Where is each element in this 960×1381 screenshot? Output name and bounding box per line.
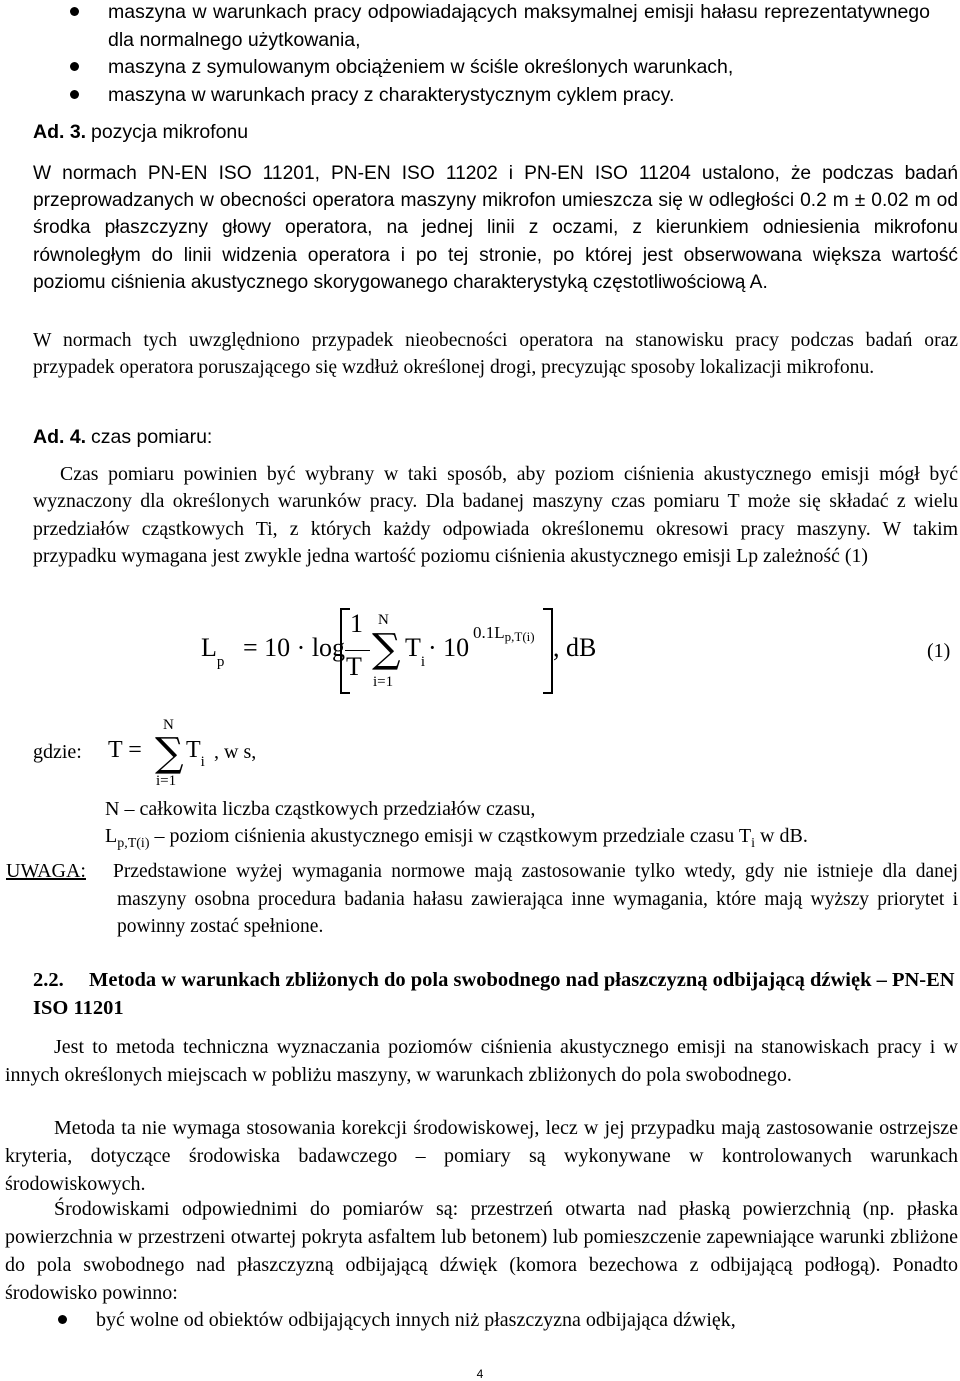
bullet-icon — [70, 7, 79, 16]
def-unit: w dB. — [755, 825, 808, 847]
section-number: 2.2. — [33, 969, 64, 991]
bullet-list-top — [70, 0, 930, 109]
bullet-icon — [70, 62, 79, 71]
heading-label: Ad. 4. — [33, 426, 87, 448]
eq-unit: , dB — [553, 633, 597, 662]
eq-exponent — [473, 623, 535, 643]
list-item-text: maszyna w warunkach pracy odpowiadających maksymalnej emisji hałasu reprezentatywnego dla normalnego użytkowania, — [108, 1, 930, 51]
bullet-icon — [70, 90, 79, 99]
eq-subscript: i — [420, 654, 426, 671]
heading-title: pozycja mikrofonu — [90, 121, 249, 143]
note-text: Przedstawione wyżej wymagania normowe mają zastosowanie tylko wtedy, gdy nie istnieje dla danej maszyny osobna procedura badania hałasu zawierająca inne wymagania, które mają wyższy priorytet i powinny zostać spełnione. — [113, 861, 958, 938]
equation-number: (1) — [927, 640, 951, 662]
sigma-icon: ∑ — [372, 626, 401, 672]
def-subscript: p,T(i) — [117, 836, 150, 851]
heading-label: Ad. 3. — [33, 121, 87, 143]
eq-lhs: T = — [108, 737, 142, 763]
paragraph-measurement-time: Czas pomiaru powinien być wybrany w taki sposób, aby poziom ciśnienia akustycznego emisji mógł być wyznaczony dla określonych warunków pracy. Dla badanej maszyny czas pomiaru T może się składać z wielu przedziałów cząstkowych Ti, z których każdy odpowiada określonemu okresowi pracy maszyny. W takim przypadku wymagana jest zwykle jedna wartość poziomu ciśnienia akustycznego emisji Lp zależność (1) — [33, 463, 958, 568]
eq-exponent-text: 0.1L — [473, 623, 505, 642]
eq-symbol: T — [405, 633, 421, 662]
page-number: 4 — [476, 1367, 484, 1381]
eq-lp — [201, 633, 225, 671]
eq-unit: , w s, — [214, 741, 257, 763]
eq-denominator: T — [346, 652, 362, 681]
paragraph-environment-correction: Metoda ta nie wymaga stosowania korekcji środowiskowej, lecz w jej przypadku mają zastosowanie ostrzejsze kryteria, dotyczące środowiska badawczego – pomiary są wykonywane w kontrolowanych warunkach środowiskowych. — [5, 1117, 958, 1195]
right-bracket-icon — [543, 608, 553, 694]
fraction-line — [345, 650, 370, 651]
eq-power-base: · 10 — [428, 633, 470, 662]
def-text: – poziom ciśnienia akustycznego emisji w cząstkowym przedziale czasu T — [149, 825, 752, 847]
list-item-text: być wolne od obiektów odbijających innych niż płaszczyzna odbijająca dźwięk, — [96, 1309, 736, 1331]
section-title: Metoda w warunkach zbliżonych do pola swobodnego nad płaszczyzną odbijającą dźwięk – PN-EN ISO 11201 — [33, 969, 955, 1019]
eq-subscript: i — [200, 753, 205, 770]
section-heading — [33, 966, 958, 1022]
eq-numerator: 1 — [350, 609, 363, 638]
sum-upper-limit: N — [163, 717, 174, 733]
eq-ti — [186, 737, 205, 768]
paragraph-environments: Środowiskami odpowiednimi do pomiarów są: przestrzeń otwarta nad płaską powierzchnią (np. płaska powierzchnia w przestrzeni otwartej pokryta asfaltem lub betonem) lub pomieszczenie zapewniające warunki zbliżone do pola swobodnego nad płaszczyzną odbijającą dźwięk (komora bezechowa z odbijającą podłogą). Ponadto środowisko powinno: — [5, 1198, 958, 1304]
eq-ti — [405, 633, 426, 671]
list-item — [70, 0, 930, 54]
def-symbol: L — [105, 825, 118, 847]
eq-subscript: p — [216, 654, 225, 671]
definition-lp — [105, 823, 955, 857]
list-item-text: maszyna w warunkach pracy z charakterystycznym cyklem pracy. — [108, 83, 675, 106]
bullet-icon — [58, 1315, 67, 1324]
paragraph-method-description: Jest to metoda techniczna wyznaczania poziomów ciśnienia akustycznego emisji na stanowiskach pracy i w innych określonych miejscach w pobliżu maszyny, w warunkach zbliżonych do pola swobodnego. — [5, 1036, 958, 1086]
sum-lower-limit: i=1 — [156, 773, 177, 789]
list-item — [58, 1306, 938, 1334]
eq-exponent-subscript: p,T(i) — [504, 629, 535, 644]
eq-operator: = 10 · log — [243, 633, 346, 662]
paragraph-microphone-absent: W normach tych uwzględniono przypadek nieobecności operatora na stanowisku pracy podczas badań oraz przypadek operatora poruszającego się wzdłuż określonej drogi, precyzując sposoby lokalizacji mikrofonu. — [33, 330, 958, 379]
list-item — [70, 54, 930, 82]
eq-symbol: L — [201, 633, 217, 662]
definition-n: N – całkowita liczba cząstkowych przedziałów czasu, — [105, 798, 536, 820]
sigma-icon: ∑ — [155, 730, 184, 776]
list-item — [70, 82, 930, 110]
list-item-text: maszyna z symulowanym obciążeniem w ściśle określonych warunkach, — [108, 56, 734, 78]
heading-ad3 — [33, 121, 248, 144]
paragraph-microphone-position: W normach PN-EN ISO 11201, PN-EN ISO 11202 i PN-EN ISO 11204 ustalono, że podczas badań przeprowadzanych w obecności operatora maszyny mikrofon umieszcza się w odległości 0.2 m ± 0.02 m od środka płaszczyzny głowy operatora, na jednej linii z oczami, z kierunkiem odniesienia mikrofonu równoległym do linii widzenia operatora i po tej stronie, po której jest obserwowana większa wartość poziomu ciśnienia akustycznego skorygowanego charakterystyką częstotliwościową A. — [33, 163, 958, 293]
bullet-list-bottom — [58, 1306, 938, 1334]
sum-upper-limit: N — [378, 612, 389, 628]
def-subscript: i — [751, 836, 756, 851]
eq-symbol: T — [186, 737, 201, 763]
note-label: UWAGA: — [6, 860, 86, 882]
sum-lower-limit: i=1 — [373, 674, 394, 690]
where-label: gdzie: — [33, 741, 82, 763]
heading-ad4 — [33, 426, 212, 449]
heading-title: czas pomiaru: — [90, 426, 213, 448]
